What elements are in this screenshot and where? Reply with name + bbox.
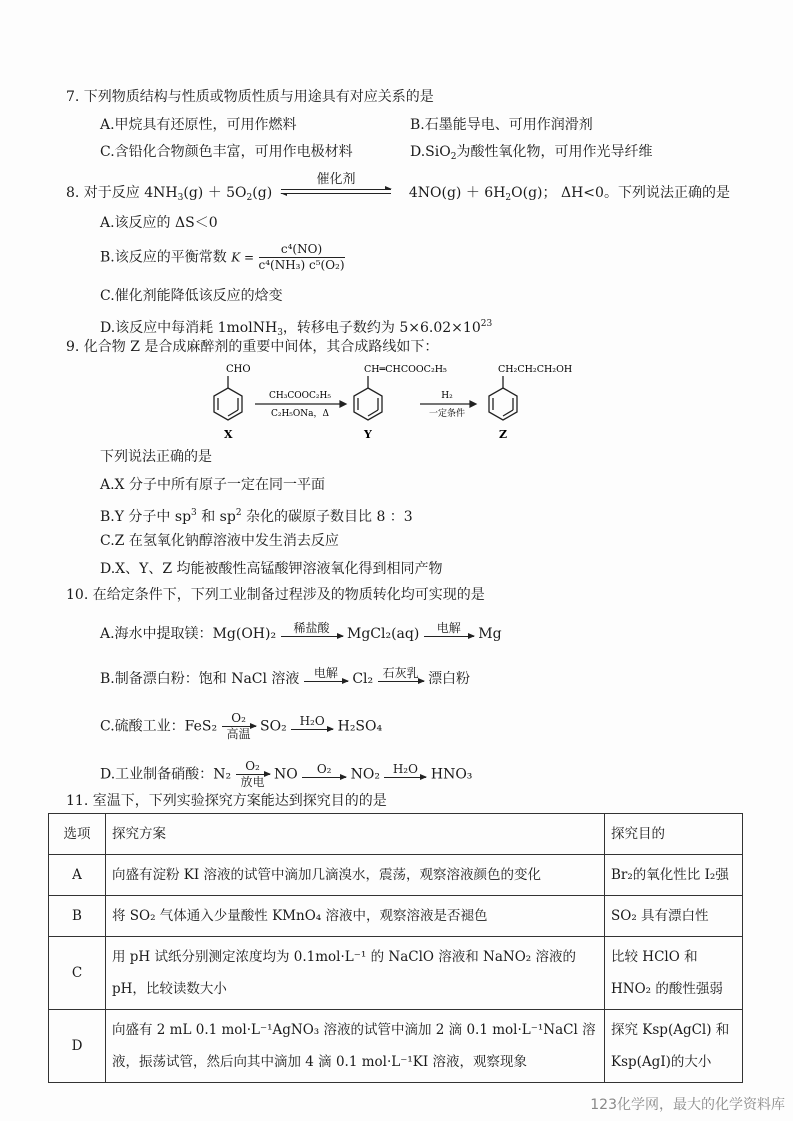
step2-condition: 一定条件 (428, 409, 466, 419)
label: C.硫酸工业： (100, 718, 185, 735)
q7-option-b: B.石墨能导电、可用作润滑剂 (410, 117, 593, 133)
text: B.Y 分子中 sp (100, 509, 192, 525)
species: SO₂ (260, 718, 287, 735)
table-header-row (49, 814, 743, 855)
q9-sub-stem: 下列说法正确的是 (100, 449, 212, 465)
arrow-2 (420, 401, 476, 407)
label: D.工业制备硝酸： (100, 766, 214, 783)
subscript: 3 (177, 193, 184, 203)
row-purpose: 探究 Ksp(AgCl) 和 Ksp(AgI)的大小 (605, 1010, 743, 1083)
arrow-line (236, 774, 270, 775)
y-label: Y (364, 428, 372, 441)
table-row (49, 855, 743, 896)
arrow-line (222, 726, 256, 727)
q7-option-a: A.甲烷具有还原性，可用作燃料 (100, 117, 297, 133)
species: Mg(OH)₂ (212, 626, 277, 642)
arrow-line (378, 681, 424, 682)
forward-arrow-line (281, 189, 391, 190)
text: O(g)； (511, 185, 557, 201)
reagent: 电解 (436, 621, 461, 635)
row-option: B (49, 896, 106, 937)
q8-stem (66, 172, 730, 207)
species: H₂SO₄ (337, 718, 383, 735)
q9-option-d: D.X、Y、Z 均能被酸性高锰酸钾溶液氧化得到相同产物 (100, 561, 443, 577)
text: ΔH<0。下列说法正确的是 (560, 185, 730, 201)
x-substituent: CHO (226, 364, 251, 375)
q8-option-b (100, 242, 345, 273)
arrow-1 (255, 401, 346, 407)
text: D.该反应中每消耗 1molNH (100, 320, 278, 336)
compound-x (214, 376, 242, 420)
reaction-arrow (304, 667, 348, 683)
step1-condition: C₂H₅ONa，Δ (270, 409, 330, 419)
arrow-line (281, 636, 343, 637)
table-row (49, 937, 743, 1010)
z-label: Z (499, 428, 508, 441)
q9-stem: 9. 化合物 Z 是合成麻醉剂的重要中间体，其合成路线如下： (66, 339, 439, 355)
reagent: O₂ (245, 759, 260, 773)
row-plan: 将 SO₂ 气体通入少量酸性 KMnO₄ 溶液中，观察溶液是否褪色 (106, 896, 605, 937)
species: MgCl₂(aq) (347, 626, 420, 642)
reaction-arrow (378, 667, 424, 683)
text: D.SiO (410, 144, 451, 160)
catalyst-label: 催化剂 (316, 172, 356, 187)
header-option: 选项 (49, 814, 106, 855)
species: N₂ (213, 766, 232, 783)
label: B.制备漂白粉：饱和 NaCl 溶液 (100, 671, 300, 687)
row-purpose: Br₂的氧化性比 I₂强 (605, 855, 743, 896)
reagent: 电解 (313, 666, 338, 680)
text: 为酸性氧化物，可用作光导纤维 (456, 144, 653, 160)
reagent: 稀盐酸 (293, 621, 330, 635)
arrow-line (384, 777, 426, 778)
reagent: O₂ (316, 761, 332, 776)
table-row (49, 896, 743, 937)
reagent: O₂ (231, 711, 246, 725)
q10-stem: 10. 在给定条件下，下列工业制备过程涉及的物质转化均可实现的是 (66, 587, 485, 603)
species: Cl₂ (352, 671, 374, 687)
subscript: 2 (505, 193, 512, 203)
arrow-line (304, 681, 348, 682)
text: ，转移电子数约为 5×6.02×10 (282, 320, 481, 336)
reaction-arrow (281, 622, 343, 638)
reagent: H₂O (392, 761, 418, 776)
reaction-arrow (291, 715, 333, 731)
species: NO₂ (350, 766, 380, 783)
superscript: 23 (480, 319, 493, 329)
header-purpose: 探究目的 (605, 814, 743, 855)
table-row (49, 1010, 743, 1083)
text: 杂化的碳原子数目比 8 ：3 (241, 509, 413, 525)
superscript: 2 (235, 508, 242, 518)
equilibrium-fraction (259, 242, 345, 273)
subscript: 2 (246, 193, 253, 203)
subscript: 2 (450, 152, 457, 162)
text: 8. 对于反应 4NH (66, 185, 178, 201)
arrow-line (291, 729, 333, 730)
species: NO (273, 766, 298, 783)
experiment-table (48, 813, 743, 1083)
text: 和 sp (196, 509, 236, 525)
q8-option-c: C.催化剂能降低该反应的焓变 (100, 288, 283, 304)
q8-option-a: A.该反应的 ΔS＜0 (100, 215, 218, 231)
row-purpose: 比较 HClO 和 HNO₂ 的酸性强弱 (605, 937, 743, 1010)
k-symbol: K = (231, 250, 255, 265)
text: B.该反应的平衡常数 (100, 249, 227, 266)
numerator: c⁴(NO) (259, 242, 345, 258)
q11-stem: 11. 室温下，下列实验探究方案能达到探究目的的是 (66, 793, 387, 809)
text: 4NO(g) ＋ 6H (408, 185, 506, 201)
row-plan: 向盛有淀粉 KI 溶液的试管中滴加几滴溴水，震荡，观察溶液颜色的变化 (106, 855, 605, 896)
reaction-arrow (222, 712, 256, 741)
watermark: 123化学网，最大的化学资料库 (590, 1097, 785, 1113)
reagent: H₂O (299, 713, 325, 728)
q7-stem: 7. 下列物质结构与性质或物质性质与用途具有对应关系的是 (66, 89, 434, 105)
text: (g) ＋ 5O (183, 185, 247, 201)
text: (g) (252, 185, 273, 201)
row-plan: 用 pH 试纸分别测定浓度均为 0.1mol·L⁻¹ 的 NaClO 溶液和 NaNO₂ 溶液的 pH，比较读数大小 (106, 937, 605, 1010)
equilibrium-arrow (281, 172, 391, 200)
row-plan: 向盛有 2 mL 0.1 mol·L⁻¹AgNO₃ 溶液的试管中滴加 2 滴 0.1 mol·L⁻¹NaCl 溶液，振荡试管，然后向其中滴加 4 滴 0.1 mol·L⁻¹KI 溶液，观察现象 (106, 1010, 605, 1083)
synthesis-scheme (200, 358, 600, 443)
row-option: D (49, 1010, 106, 1083)
species: FeS₂ (184, 718, 218, 735)
x-label: X (224, 428, 233, 441)
q10-option-a (100, 622, 502, 643)
z-substituent: CH₂CH₂CH₂OH (498, 364, 573, 375)
step2-reagent: H₂ (441, 391, 453, 401)
row-option: A (49, 855, 106, 896)
q7-option-d (410, 143, 652, 166)
reaction-arrow (384, 763, 426, 779)
step1-reagent: CH₃COOC₂H₅ (269, 391, 331, 401)
compound-z (489, 376, 517, 420)
row-option: C (49, 937, 106, 1010)
superscript: 3 (191, 508, 197, 518)
y-substituent: CH═CHCOOC₂H₅ (364, 364, 447, 375)
q9-option-a: A.X 分子中所有原子一定在同一平面 (100, 477, 325, 493)
species: 漂白粉 (428, 671, 471, 687)
q10-option-c (100, 712, 382, 741)
row-purpose: SO₂ 具有漂白性 (605, 896, 743, 937)
q10-option-b (100, 667, 470, 688)
denominator: c⁴(NH₃) c⁵(O₂) (258, 258, 345, 272)
q10-option-d (100, 760, 472, 789)
header-plan: 探究方案 (106, 814, 605, 855)
species: Mg (478, 626, 502, 642)
subscript: 3 (277, 328, 283, 338)
q7-option-c: C.含铅化合物颜色丰富，可用作电极材料 (100, 144, 353, 160)
arrow-line (424, 636, 474, 637)
reaction-arrow (302, 763, 346, 779)
reverse-arrow-line (281, 193, 391, 194)
reaction-arrow (236, 760, 270, 789)
condition: 放电 (240, 775, 265, 789)
reaction-arrow (424, 622, 474, 638)
compound-y (354, 376, 382, 420)
q9-option-b (100, 504, 413, 526)
arrow-line (302, 777, 346, 778)
condition: 高温 (226, 727, 251, 741)
q9-option-c: C.Z 在氢氧化钠醇溶液中发生消去反应 (100, 533, 339, 549)
reagent: 石灰乳 (382, 666, 419, 680)
species: HNO₃ (430, 766, 473, 783)
label: A.海水中提取镁： (100, 626, 213, 642)
